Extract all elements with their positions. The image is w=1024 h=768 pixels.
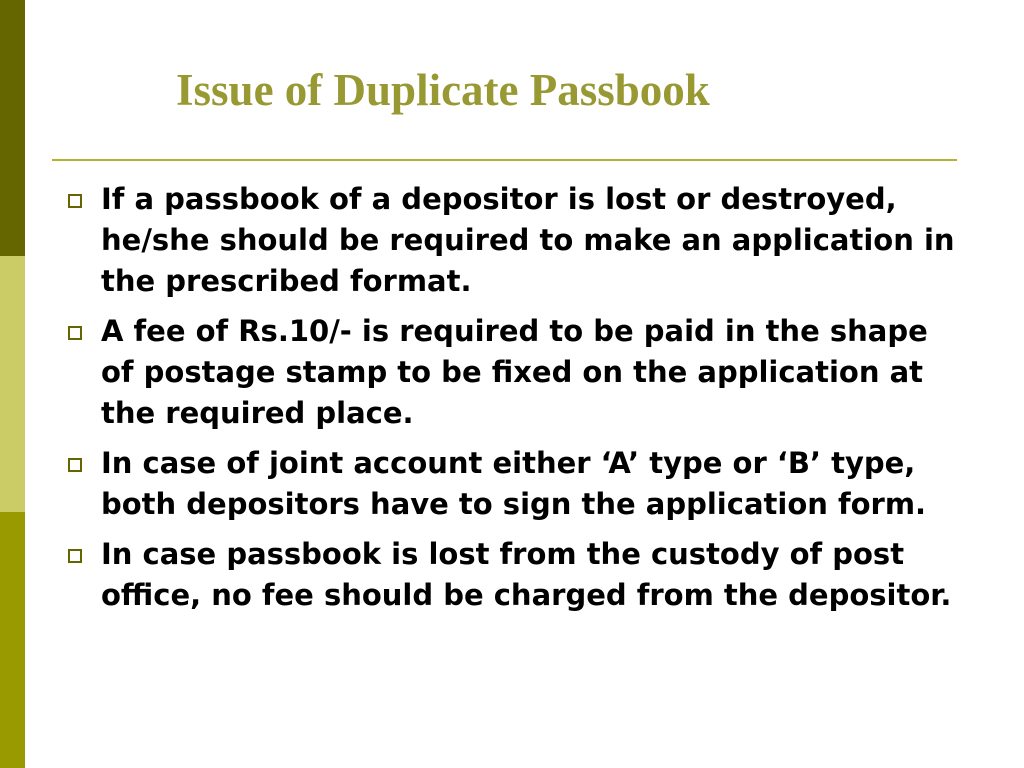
bullet-text: If a passbook of a depositor is lost or destroyed, he/she should be required to make an application in the prescribed format. — [101, 182, 955, 298]
side-bar-mid — [0, 512, 25, 768]
hollow-square-icon — [68, 458, 82, 472]
title-divider — [52, 159, 957, 161]
bullet-item — [64, 179, 964, 302]
hollow-square-icon — [68, 549, 82, 563]
bullet-text: In case passbook is lost from the custody of post office, no fee should be charged from the depositor. — [101, 537, 952, 612]
slide-title: Issue of Duplicate Passbook — [176, 65, 710, 115]
bullet-text: In case of joint account either ‘A’ type or ‘B’ type, both depositors have to sign the application form. — [101, 446, 927, 521]
bullet-item — [64, 443, 964, 525]
bullet-text: A fee of Rs.10/- is required to be paid in the shape of postage stamp to be fixed on the application at the required place. — [101, 314, 928, 430]
hollow-square-icon — [68, 326, 82, 340]
side-bar-light — [0, 256, 25, 512]
hollow-square-icon — [68, 194, 82, 208]
side-bar-dark — [0, 0, 25, 256]
bullet-item — [64, 534, 964, 616]
bullet-list — [64, 179, 964, 625]
bullet-item — [64, 311, 964, 434]
